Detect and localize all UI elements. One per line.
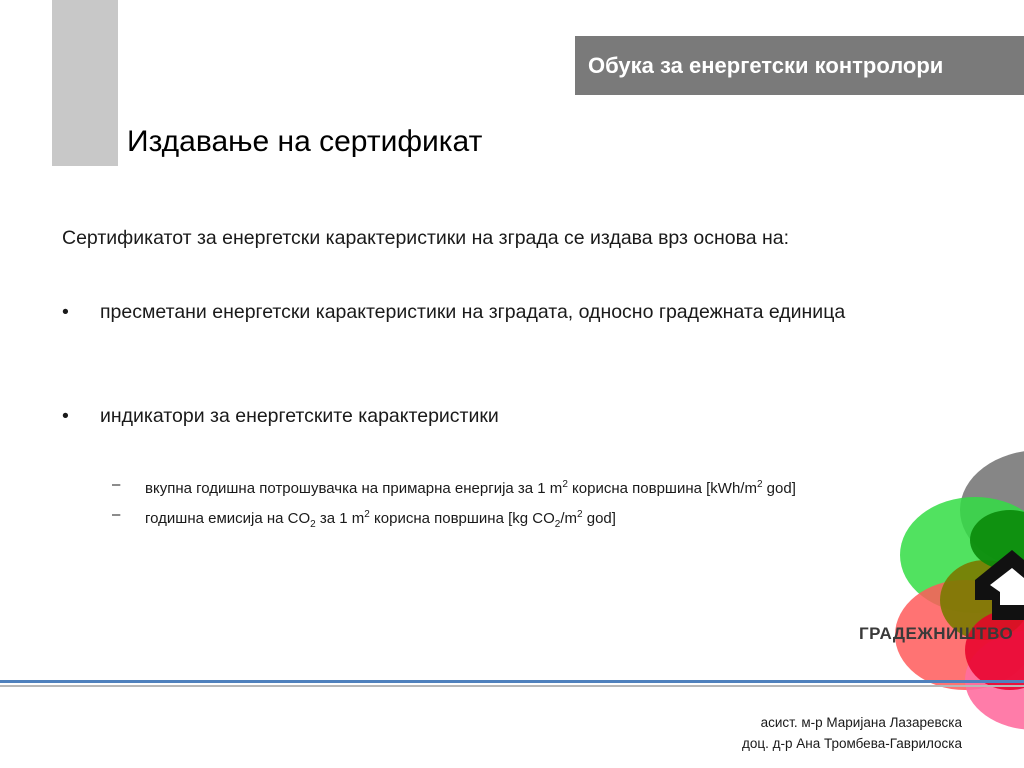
sub-bullet-text: годишна емисија на $CO_2$ за 1 $m^2$ корисна површина [kg $CO_2/m^2$ god] [145,509,616,530]
title-accent-bar [52,0,118,166]
bullet-text: индикатори за енергетските карактеристики [100,405,499,427]
bullet-marker: • [62,405,69,427]
author-line: доц. д-р Ана Тромбева-Гаврилоска [742,736,962,751]
bullet-marker: • [62,301,69,323]
course-header-box [575,36,1024,95]
bullet-text: пресметани енергетски карактеристики на зградата, односно градежната единица [100,301,846,323]
authors-block [742,712,962,754]
slide-title: Издавање на сертификат [127,125,483,158]
course-title: Обука за енергетски контролори [588,52,944,78]
footer-divider-gray [0,685,1024,687]
sub-bullet-text: вкупна годишна потрошувачка на примарна енергија за 1 $m^2$ корисна површина [$kWh/m^2$ god] [145,479,796,497]
intro-text: Сертификатот за енергетски карактеристики на зграда се издава врз основа на: [62,227,790,249]
sub-bullet-marker: – [112,476,121,493]
footer-divider-blue [0,680,1024,683]
sub-bullet-marker: – [112,506,121,523]
logo-text: ГРАДЕЖНИШТВО [859,624,1014,643]
faculty-logo [880,440,1024,740]
author-line: асист. м-р Маријана Лазаревска [760,715,962,730]
